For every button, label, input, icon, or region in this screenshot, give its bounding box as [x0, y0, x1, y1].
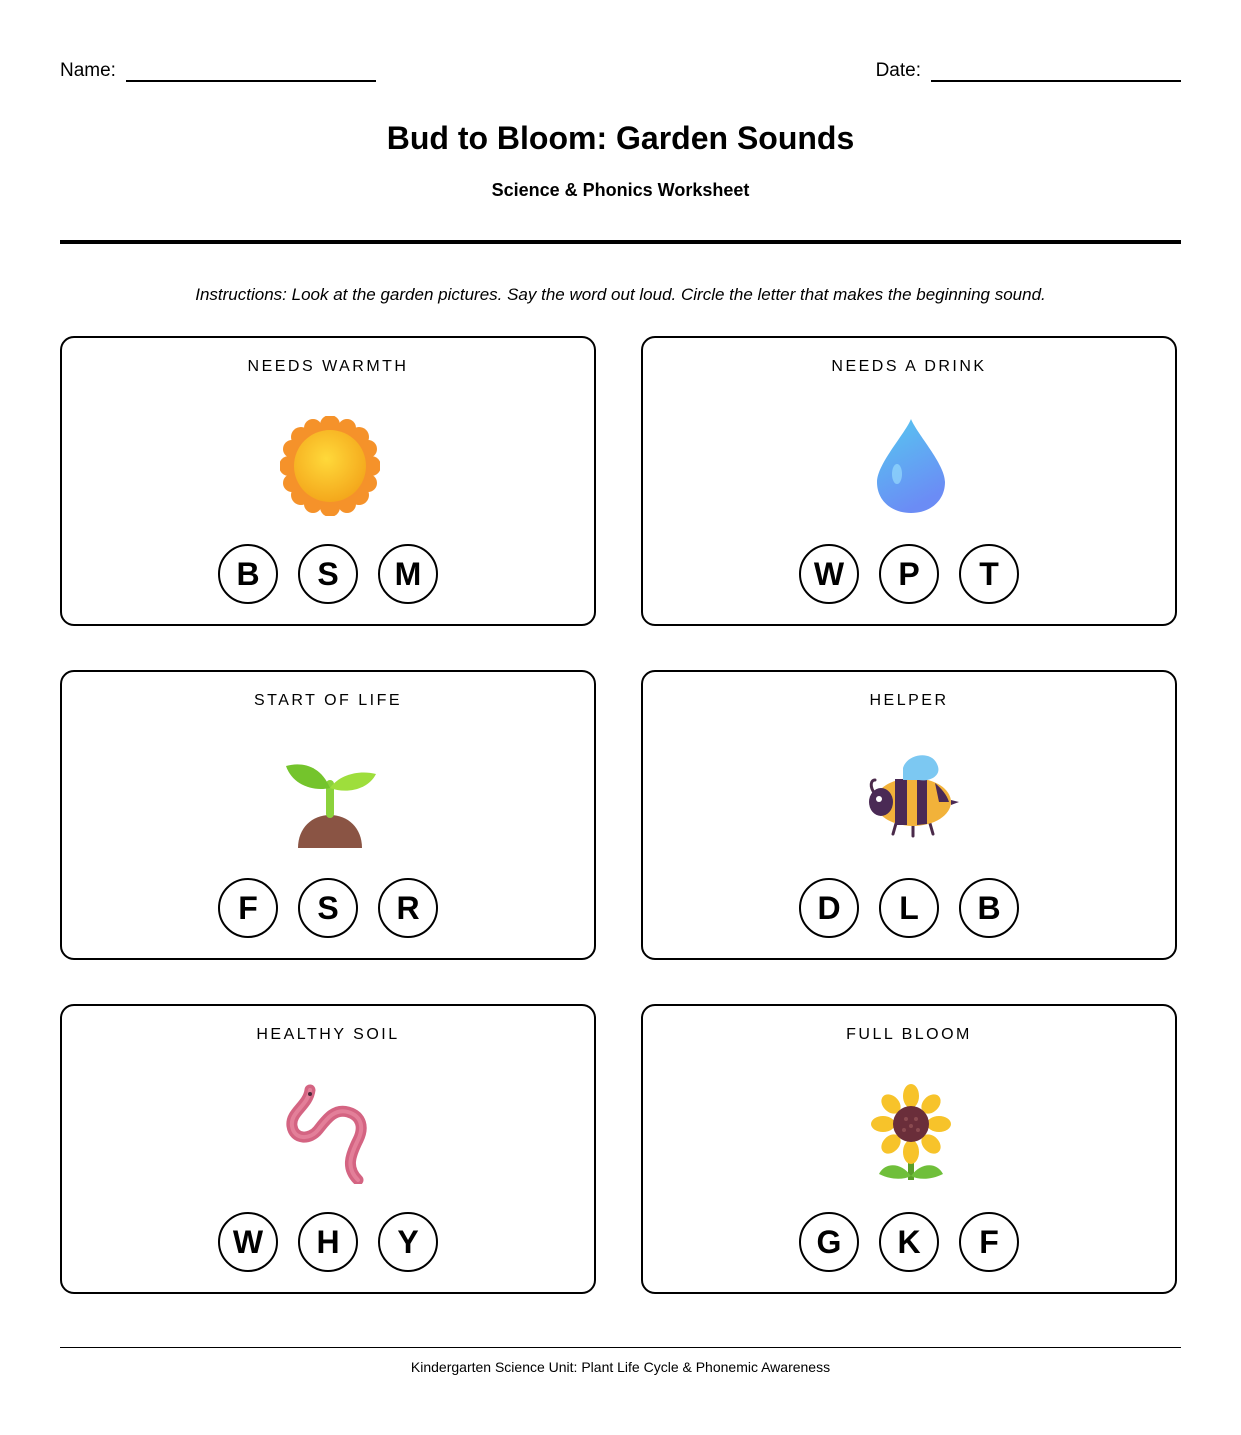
letter-choice[interactable]: R	[378, 878, 438, 938]
header-divider	[60, 240, 1181, 244]
letter-choices	[62, 544, 594, 604]
header-row	[60, 58, 1181, 84]
letter-choice[interactable]: S	[298, 878, 358, 938]
name-blank-line[interactable]	[126, 58, 376, 82]
letter-choices	[643, 544, 1175, 604]
letter-choice[interactable]: F	[218, 878, 278, 938]
worm-icon	[280, 1084, 380, 1184]
letter-choice[interactable]: W	[218, 1212, 278, 1272]
letter-choice[interactable]: B	[959, 878, 1019, 938]
letter-choice[interactable]: S	[298, 544, 358, 604]
letter-choice[interactable]: F	[959, 1212, 1019, 1272]
letter-choice[interactable]: Y	[378, 1212, 438, 1272]
letter-choice[interactable]: B	[218, 544, 278, 604]
card-label: START OF LIFE	[253, 692, 403, 709]
letter-choice[interactable]: H	[298, 1212, 358, 1272]
letter-choice[interactable]: W	[799, 544, 859, 604]
letter-choices	[62, 878, 594, 938]
footer-divider	[60, 1347, 1181, 1348]
card-needs-warmth	[60, 336, 596, 626]
letter-choice[interactable]: M	[378, 544, 438, 604]
card-label: NEEDS WARMTH	[247, 358, 409, 375]
letter-choices	[643, 1212, 1175, 1272]
card-full-bloom	[641, 1004, 1177, 1294]
seedling-icon	[280, 750, 380, 850]
card-needs-a-drink	[641, 336, 1177, 626]
letter-choices	[62, 1212, 594, 1272]
name-field[interactable]	[60, 58, 376, 82]
letter-choices	[643, 878, 1175, 938]
sun-icon	[280, 416, 380, 516]
card-start-of-life	[60, 670, 596, 960]
page-subtitle: Science & Phonics Worksheet	[491, 180, 750, 200]
letter-choice[interactable]: L	[879, 878, 939, 938]
card-helper	[641, 670, 1177, 960]
instructions-text: Instructions: Look at the garden pictures. Say the word out loud. Circle the letter that makes the beginning sound.	[195, 285, 1046, 304]
card-label: HELPER	[869, 692, 949, 709]
water-drop-icon	[861, 416, 961, 516]
letter-choice[interactable]: P	[879, 544, 939, 604]
card-label: HEALTHY SOIL	[256, 1026, 400, 1043]
card-label: NEEDS A DRINK	[831, 358, 987, 375]
letter-choice[interactable]: D	[799, 878, 859, 938]
card-healthy-soil	[60, 1004, 596, 1294]
letter-choice[interactable]: G	[799, 1212, 859, 1272]
footer-text: Kindergarten Science Unit: Plant Life Cycle & Phonemic Awareness	[410, 1359, 831, 1375]
sunflower-icon	[861, 1084, 961, 1184]
date-field[interactable]	[876, 58, 1181, 82]
bee-icon	[861, 750, 961, 850]
card-label: FULL BLOOM	[846, 1026, 972, 1043]
date-blank-line[interactable]	[931, 58, 1181, 82]
date-label: Date:	[875, 60, 921, 81]
letter-choice[interactable]: K	[879, 1212, 939, 1272]
page-title: Bud to Bloom: Garden Sounds	[386, 120, 855, 156]
name-label: Name:	[60, 60, 116, 81]
letter-choice[interactable]: T	[959, 544, 1019, 604]
